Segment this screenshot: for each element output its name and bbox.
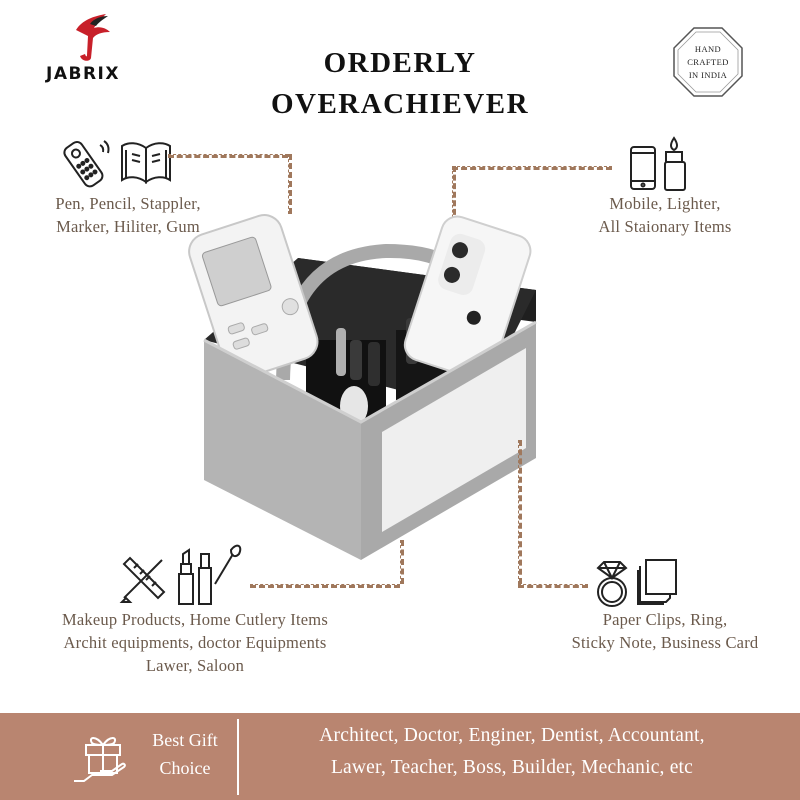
drafting-tools-icon: [118, 552, 170, 606]
dashed-connector: [250, 584, 400, 588]
phone-icon: [628, 145, 658, 191]
page-title-line-2: OVERACHIEVER: [270, 88, 530, 120]
page-title-line-1: ORDERLY: [323, 47, 477, 79]
brand-name: JABRIX: [46, 64, 120, 84]
desk-organizer-image: [186, 210, 546, 590]
feature-top-left-text: Pen, Pencil, Stappler, Marker, Hiliter, Gum: [55, 194, 201, 236]
feature-bottom-right-text: Paper Clips, Ring, Sticky Note, Business Card: [571, 610, 759, 652]
makeup-icon: [175, 540, 245, 608]
lighter-icon: [660, 136, 690, 192]
gift-banner: [0, 713, 800, 800]
dashed-connector: [452, 166, 612, 170]
sticky-note-icon: [634, 556, 680, 608]
dashed-connector: [400, 540, 404, 584]
feature-top-right-text: Mobile, Lighter, All Staionary Items: [598, 194, 732, 236]
gift-hand-icon: [72, 731, 130, 787]
professions-text: Architect, Doctor, Enginer, Dentist, Accountant, Lawer, Teacher, Boss, Builder, Mechanic, etc: [319, 725, 705, 778]
seal-line-1: HAND: [694, 44, 722, 54]
feature-bottom-left-text: Makeup Products, Home Cutlery Items Archit equipments, doctor Equipments Lawer, Saloon: [62, 610, 328, 675]
seal-line-2: CRAFTED: [687, 57, 729, 67]
banner-divider: [237, 719, 239, 795]
handcrafted-seal: [672, 26, 744, 98]
remote-icon: [56, 135, 116, 190]
best-gift-label: Best Gift Choice: [152, 730, 218, 778]
book-icon: [118, 138, 174, 188]
dashed-connector: [288, 154, 292, 214]
ring-icon: [590, 556, 634, 608]
dashed-connector: [168, 154, 288, 158]
seal-line-3: IN INDIA: [688, 70, 728, 80]
dashed-connector: [518, 584, 588, 588]
dashed-connector: [518, 440, 522, 584]
